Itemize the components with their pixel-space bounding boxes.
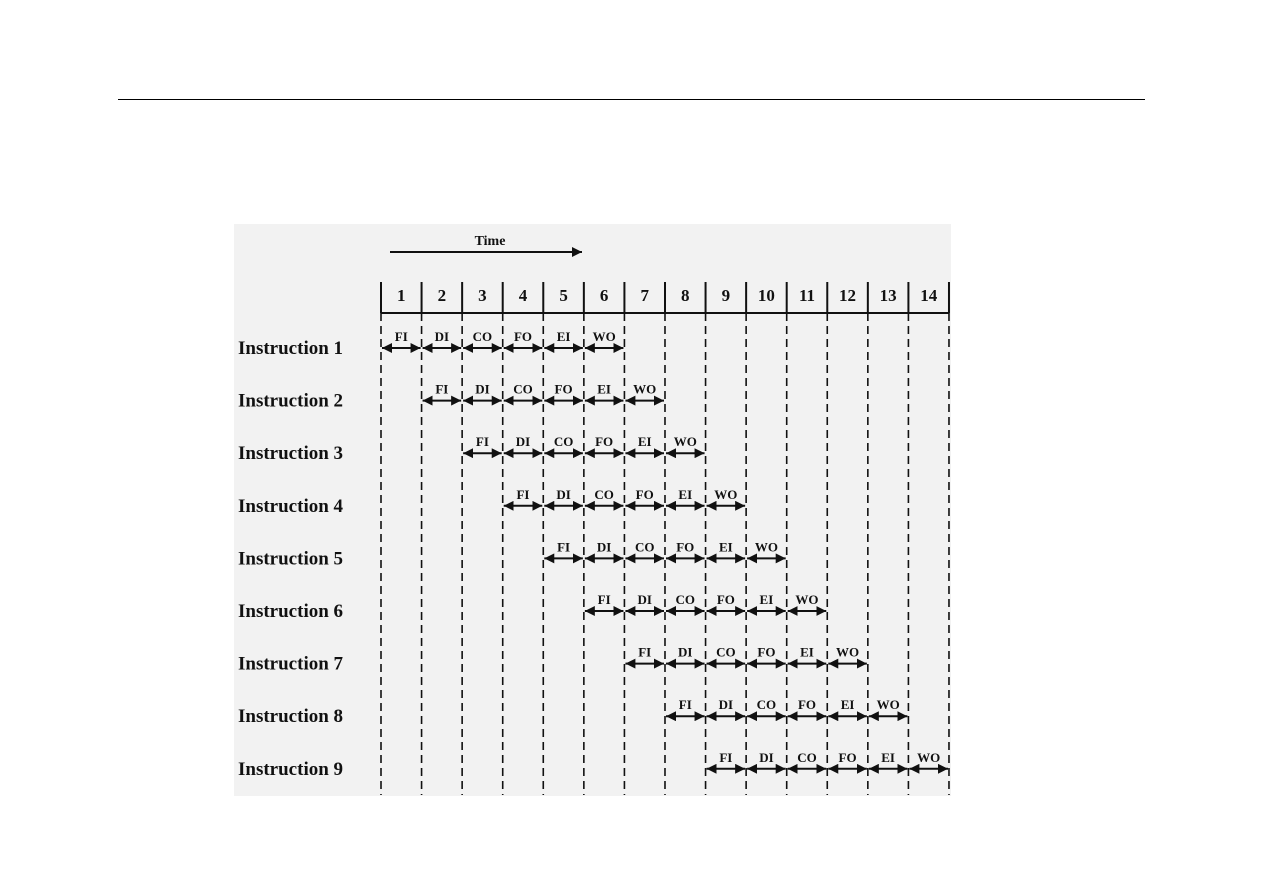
instruction-row [238, 382, 664, 412]
stage-label-ei: EI [759, 592, 774, 607]
time-unit-label: 1 [397, 286, 406, 305]
stage-label-fi: FI [516, 486, 530, 502]
stage-label-fo: FO [595, 434, 614, 450]
instruction-label: Instruction 7 [238, 653, 344, 675]
instruction-label: Instruction 4 [238, 495, 344, 517]
stage-label-ei: EI [840, 697, 855, 713]
time-unit-label: 13 [879, 286, 897, 305]
stage-label-fo: FO [716, 592, 735, 607]
stage-label-fo: FO [513, 329, 533, 344]
instruction-row [238, 434, 705, 464]
instruction-row [238, 539, 786, 569]
instruction-label: Instruction 8 [238, 706, 344, 728]
stage-label-di: DI [678, 644, 693, 660]
stage-label-co: CO [797, 749, 817, 765]
stage-label-fi: FI [557, 539, 571, 555]
stage-label-wo: WO [917, 749, 941, 765]
stage-label-ei: EI [597, 381, 612, 397]
time-unit-label: 8 [681, 286, 690, 305]
stage-label-di: DI [718, 697, 734, 713]
time-unit-label: 12 [839, 286, 857, 305]
stage-label-co: CO [675, 592, 696, 607]
stage-label-fi: FI [394, 329, 408, 344]
stage-label-fo: FO [635, 486, 654, 502]
instruction-label: Instruction 2 [238, 390, 344, 412]
stage-label-wo: WO [714, 486, 738, 502]
stage-label-wo: WO [633, 381, 657, 397]
stage-label-co: CO [553, 434, 574, 450]
stage-label-wo: WO [795, 592, 819, 607]
stage-label-co: CO [634, 539, 655, 555]
time-unit-label: 10 [757, 286, 775, 305]
stage-label-fi: FI [638, 644, 652, 660]
stage-label-wo: WO [673, 434, 697, 450]
instruction-row [238, 697, 907, 727]
instruction-label: Instruction 1 [238, 338, 344, 359]
stage-label-di: DI [759, 749, 774, 765]
stage-label-di: DI [515, 434, 531, 450]
time-unit-label: 2 [437, 286, 447, 305]
time-unit-label: 7 [640, 286, 649, 305]
time-unit-label: 4 [518, 286, 528, 305]
stage-label-ei: EI [800, 644, 814, 660]
stage-label-fi: FI [678, 697, 692, 713]
stage-label-co: CO [472, 329, 493, 344]
stage-label-fo: FO [797, 697, 817, 713]
stage-label-di: DI [637, 592, 652, 607]
stage-label-co: CO [756, 697, 777, 713]
stage-label-wo: WO [754, 539, 778, 555]
stage-label-fo: FO [676, 539, 695, 555]
instruction-row [238, 487, 745, 517]
stage-label-wo: WO [876, 697, 900, 713]
stage-label-co: CO [594, 486, 614, 502]
stage-label-co: CO [513, 381, 533, 397]
stage-label-di: DI [434, 329, 450, 344]
time-unit-label: 6 [599, 286, 609, 305]
stage-label-ei: EI [556, 329, 571, 344]
instruction-row [238, 329, 623, 359]
stage-label-di: DI [475, 381, 490, 397]
stage-label-wo: WO [835, 644, 860, 660]
instruction-label: Instruction 3 [238, 443, 344, 465]
stage-label-ei: EI [718, 539, 733, 555]
instruction-row [238, 592, 826, 622]
stage-label-fo: FO [554, 381, 573, 397]
instruction-row [238, 750, 948, 780]
time-unit-label: 14 [920, 286, 938, 305]
time-label: Time [474, 234, 506, 249]
stage-label-fi: FI [475, 434, 489, 450]
stage-label-co: CO [716, 644, 736, 660]
stage-label-fo: FO [838, 749, 857, 765]
time-unit-label: 9 [721, 286, 731, 305]
stage-label-fo: FO [757, 644, 776, 660]
time-unit-label: 11 [798, 286, 816, 305]
stage-label-di: DI [556, 486, 571, 502]
instruction-label: Instruction 9 [238, 758, 344, 780]
instruction-label: Instruction 5 [238, 548, 344, 570]
stage-label-wo: WO [592, 329, 616, 344]
stage-label-di: DI [596, 539, 612, 555]
time-unit-label: 5 [559, 286, 568, 305]
stage-label-ei: EI [881, 749, 895, 765]
stage-label-ei: EI [637, 434, 652, 450]
stage-label-fi: FI [719, 749, 733, 765]
stage-label-fi: FI [435, 381, 449, 397]
stage-label-fi: FI [597, 592, 611, 607]
instruction-row [238, 645, 867, 675]
instruction-label: Instruction 6 [238, 601, 344, 622]
time-unit-label: 3 [478, 286, 487, 305]
stage-label-ei: EI [678, 486, 693, 502]
